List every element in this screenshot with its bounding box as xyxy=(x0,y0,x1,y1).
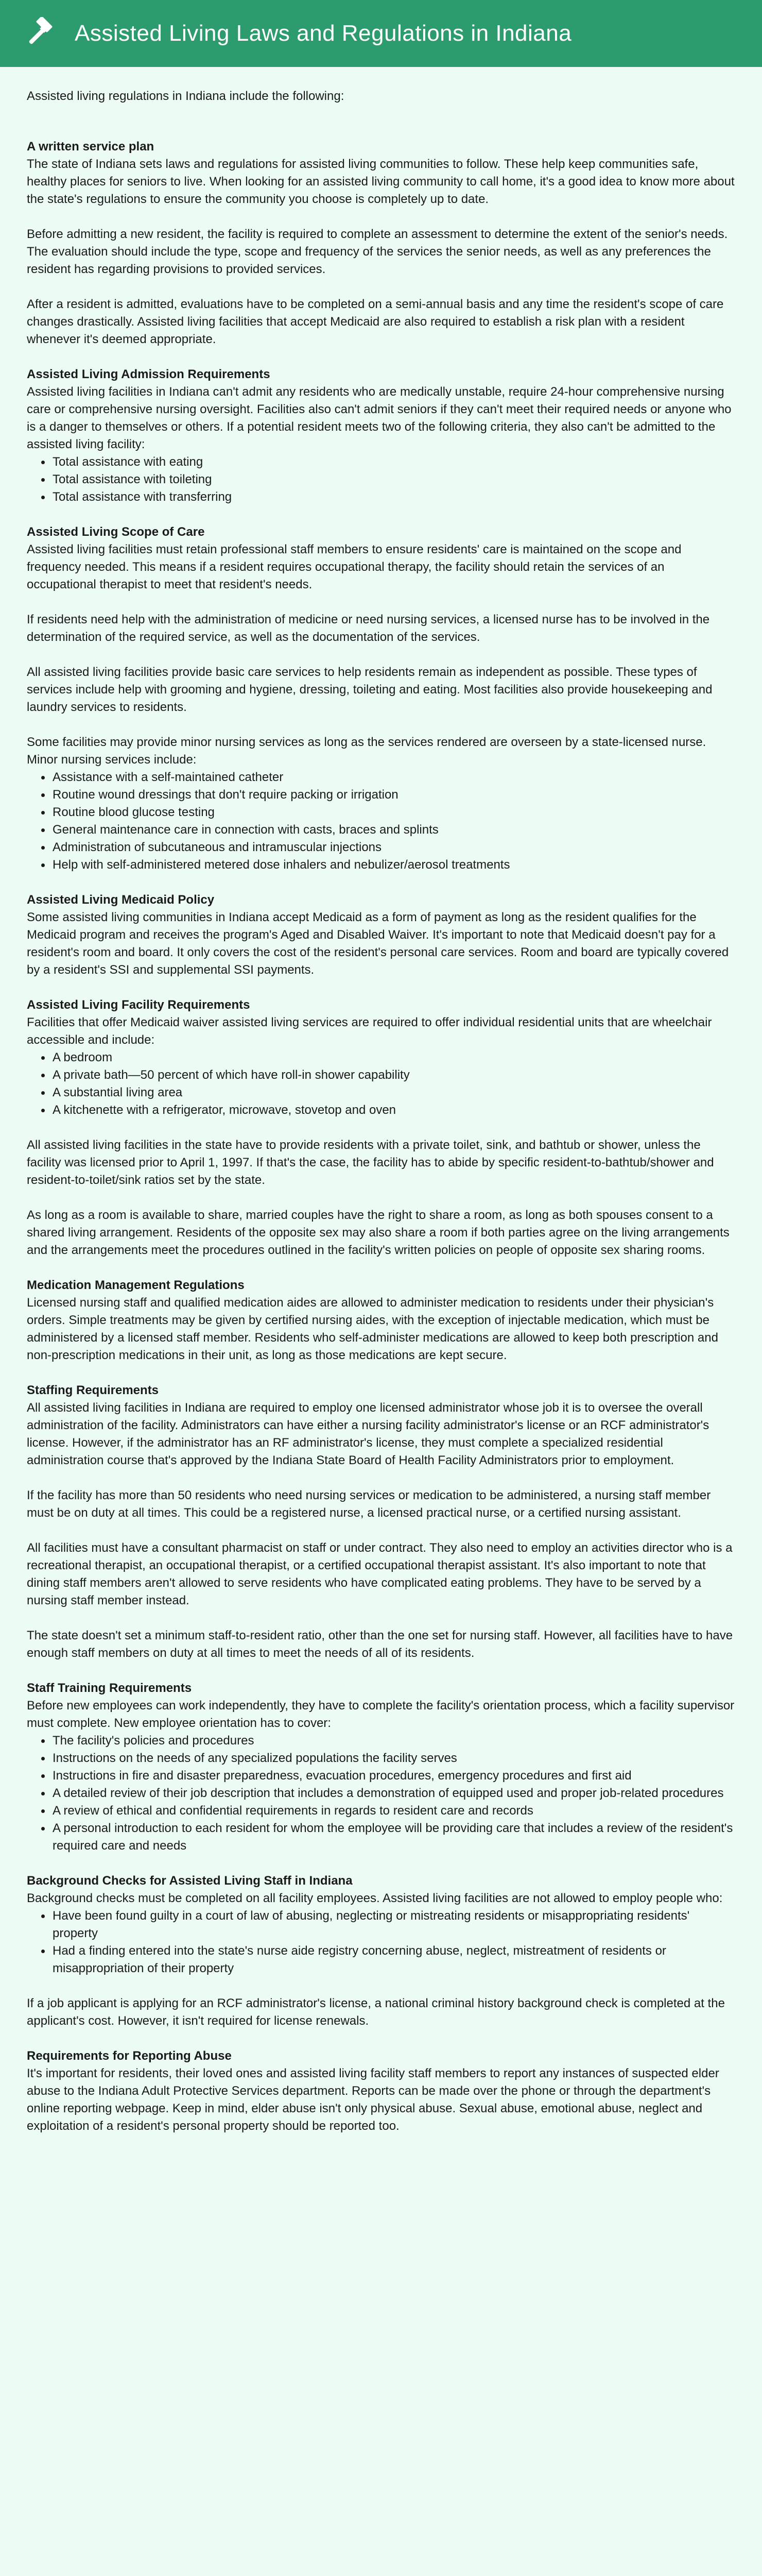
section-medication-management xyxy=(27,1277,735,1364)
section-heading: Assisted Living Medicaid Policy xyxy=(27,893,215,907)
page-title: Assisted Living Laws and Regulations in Indiana xyxy=(75,21,572,46)
gavel-icon xyxy=(23,15,60,52)
section-heading: A written service plan xyxy=(27,140,154,154)
section-facility-requirements xyxy=(27,996,735,1259)
paragraph: If residents need help with the administration of medicine or need nursing services, a licensed nurse has to be involved in the determination of the required service, as well as the documentation of the services. xyxy=(27,613,710,644)
section-heading: Medication Management Regulations xyxy=(27,1278,245,1292)
section-reporting-abuse xyxy=(27,2047,735,2135)
list-item: A substantial living area xyxy=(41,1084,735,1101)
paragraph: Some assisted living communities in Indiana accept Medicaid as a form of payment as long as the resident qualifies for the Medicaid program and receives the program's Aged and Disabled Waiver. It's important to note that Medicaid doesn't pay for a resident's room and board. It only covers the cost of the resident's personal care services. Room and board are typically covered by a resident's SSI and supplemental SSI payments. xyxy=(27,910,729,977)
list-item: Have been found guilty in a court of law of abusing, neglecting or mistreating residents or misappropriating residents' property xyxy=(41,1907,735,1942)
list-item: A kitchenette with a refrigerator, microwave, stovetop and oven xyxy=(41,1101,735,1119)
section-staffing xyxy=(27,1382,735,1662)
section-background-checks xyxy=(27,1872,735,2030)
bullet-list xyxy=(41,453,735,506)
list-item: Administration of subcutaneous and intramuscular injections xyxy=(41,839,735,856)
paragraph: All assisted living facilities in the state have to provide residents with a private toilet, sink, and bathtub or shower, unless the facility was licensed prior to April 1, 1997. If that's the case, the facility has to abide by specific resident-to-bathtub/shower and resident-to-toilet/sink ratios set by the state. xyxy=(27,1138,714,1187)
list-item: A personal introduction to each resident for whom the employee will be providing care that includes a review of the resident's required care and needs xyxy=(41,1820,735,1855)
bullet-list xyxy=(41,1907,735,1977)
list-item: Help with self-administered metered dose inhalers and nebulizer/aerosol treatments xyxy=(41,856,735,874)
list-item: Routine blood glucose testing xyxy=(41,804,735,821)
section-service-plan xyxy=(27,138,735,348)
list-item: A private bath—50 percent of which have roll-in shower capability xyxy=(41,1066,735,1084)
paragraph: Before new employees can work independently, they have to complete the facility's orientation process, which a facility supervisor must complete. New employee orientation has to cover: xyxy=(27,1699,735,1730)
paragraph: Background checks must be completed on all facility employees. Assisted living facilities are not allowed to employ people who: xyxy=(27,1891,723,1905)
list-item: Total assistance with eating xyxy=(41,453,735,471)
section-scope-of-care xyxy=(27,523,735,874)
list-item: Instructions on the needs of any specialized populations the facility serves xyxy=(41,1750,735,1767)
paragraph: Some facilities may provide minor nursing services as long as the services rendered are overseen by a state-licensed nurse. Minor nursing services include: xyxy=(27,735,706,767)
section-heading: Requirements for Reporting Abuse xyxy=(27,2049,232,2063)
list-item: Total assistance with transferring xyxy=(41,488,735,506)
paragraph: All assisted living facilities provide basic care services to help residents remain as independent as possible. These types of services include help with grooming and hygiene, dressing, toileting and eating. Most facilities also provide housekeeping and laundry services to residents. xyxy=(27,665,713,714)
bullet-list xyxy=(41,1732,735,1855)
header-banner xyxy=(0,0,762,67)
section-heading: Assisted Living Admission Requirements xyxy=(27,367,270,381)
list-item: Routine wound dressings that don't require packing or irrigation xyxy=(41,786,735,804)
section-heading: Assisted Living Facility Requirements xyxy=(27,998,250,1012)
section-heading: Staff Training Requirements xyxy=(27,1681,192,1695)
paragraph: Assisted living facilities must retain professional staff members to ensure residents' care is maintained on the scope and frequency needed. This means if a resident requires occupational therapy, the facility should retain the services of an occupational therapist to meet that resident's needs. xyxy=(27,543,682,591)
paragraph: If a job applicant is applying for an RCF administrator's license, a national criminal history background check is completed at the applicant's cost. However, it isn't required for license renewals. xyxy=(27,1996,725,2028)
section-heading: Assisted Living Scope of Care xyxy=(27,525,205,539)
paragraph: All assisted living facilities in Indiana are required to employ one licensed administrator whose job it is to oversee the overall administration of the facility. Administrators can have either a nursing facility administrator's license or an RCF administrator's license. However, if the administrator has an RF administrator's license, they must complete a specialized residential administration course that's approved by the Indiana State Board of Health Facility Administrators prior to employment. xyxy=(27,1401,709,1467)
paragraph: After a resident is admitted, evaluations have to be completed on a semi-annual basis and any time the resident's scope of care changes drastically. Assisted living facilities that accept Medicaid are also required to establish a risk plan with a resident whenever it's deemed appropriate. xyxy=(27,297,724,346)
paragraph: The state doesn't set a minimum staff-to-resident ratio, other than the one set for nursing staff. However, all facilities have to have enough staff members on duty at all times to meet the needs of all of its residents. xyxy=(27,1629,733,1660)
paragraph: Facilities that offer Medicaid waiver assisted living services are required to offer individual residential units that are wheelchair accessible and include: xyxy=(27,1015,712,1047)
bullet-list xyxy=(41,1049,735,1119)
intro-text: Assisted living regulations in Indiana include the following: xyxy=(27,89,344,103)
list-item: Assistance with a self-maintained catheter xyxy=(41,769,735,786)
list-item: A review of ethical and confidential requirements in regards to resident care and records xyxy=(41,1802,735,1820)
list-item: Total assistance with toileting xyxy=(41,471,735,488)
paragraph: If the facility has more than 50 residents who need nursing services or medication to be administered, a nursing staff member must be on duty at all times. This could be a registered nurse, a licensed practical nurse, or a certified nursing assistant. xyxy=(27,1488,711,1520)
section-staff-training xyxy=(27,1680,735,1855)
list-item: A bedroom xyxy=(41,1049,735,1066)
list-item: Had a finding entered into the state's nurse aide registry concerning abuse, neglect, mistreatment of residents or misappropriation of their property xyxy=(41,1942,735,1977)
section-heading: Staffing Requirements xyxy=(27,1383,159,1397)
paragraph: All facilities must have a consultant pharmacist on staff or under contract. They also need to employ an activities director who is a recreational therapist, an occupational therapist, or a certified occupational therapist assistant. It's also important to note that dining staff members aren't allowed to serve residents who have complicated eating problems. They have to be served by a nursing staff member instead. xyxy=(27,1541,733,1607)
section-medicaid-policy xyxy=(27,891,735,979)
list-item: The facility's policies and procedures xyxy=(41,1732,735,1750)
bullet-list xyxy=(41,769,735,874)
paragraph: Licensed nursing staff and qualified medication aides are allowed to administer medication to residents under their physician's orders. Simple treatments may be given by certified nursing aides, with the exception of injectable medication, which must be administered by a licensed staff member. Residents who self-administer medications are allowed to keep both prescription and non-prescription medications in their unit, as long as those medications are kept secure. xyxy=(27,1296,718,1362)
paragraph: Before admitting a new resident, the facility is required to complete an assessment to determine the extent of the senior's needs. The evaluation should include the type, scope and frequency of the services the senior needs, as well as any preferences the resident has regarding provisions to provided services. xyxy=(27,227,728,276)
section-heading: Background Checks for Assisted Living Staff in Indiana xyxy=(27,1874,353,1888)
list-item: Instructions in fire and disaster preparedness, evacuation procedures, emergency procedures and first aid xyxy=(41,1767,735,1785)
list-item: A detailed review of their job description that includes a demonstration of equipped used and proper job-related procedures xyxy=(41,1785,735,1802)
paragraph: Assisted living facilities in Indiana can't admit any residents who are medically unstable, require 24-hour comprehensive nursing care or comprehensive nursing oversight. Facilities also can't admit seniors if they can't meet their required needs or anyone who is a danger to themselves or others. If a potential resident meets two of the following criteria, they also can't be admitted to the assisted living facility: xyxy=(27,385,732,451)
paragraph: It's important for residents, their loved ones and assisted living facility staff members to report any instances of suspected elder abuse to the Indiana Adult Protective Services department. Reports can be made over the phone or through the department's online reporting webpage. Keep in mind, elder abuse isn't only physical abuse. Sexual abuse, emotional abuse, neglect and exploitation of a resident's personal property should be reported too. xyxy=(27,2066,719,2133)
article-body xyxy=(0,67,762,2135)
paragraph: The state of Indiana sets laws and regulations for assisted living communities to follow. These help keep communities safe, healthy places for seniors to live. When looking for an assisted living community to call home, it's a good idea to know more about the state's regulations to ensure the community you choose is completely up to date. xyxy=(27,157,735,206)
paragraph: As long as a room is available to share, married couples have the right to share a room, as long as both spouses consent to a shared living arrangement. Residents of the opposite sex may also share a room if both parties agree on the living arrangements and the arrangements meet the procedures outlined in the facility's written policies on people of opposite sex sharing rooms. xyxy=(27,1208,730,1257)
list-item: General maintenance care in connection with casts, braces and splints xyxy=(41,821,735,839)
section-admission xyxy=(27,366,735,506)
